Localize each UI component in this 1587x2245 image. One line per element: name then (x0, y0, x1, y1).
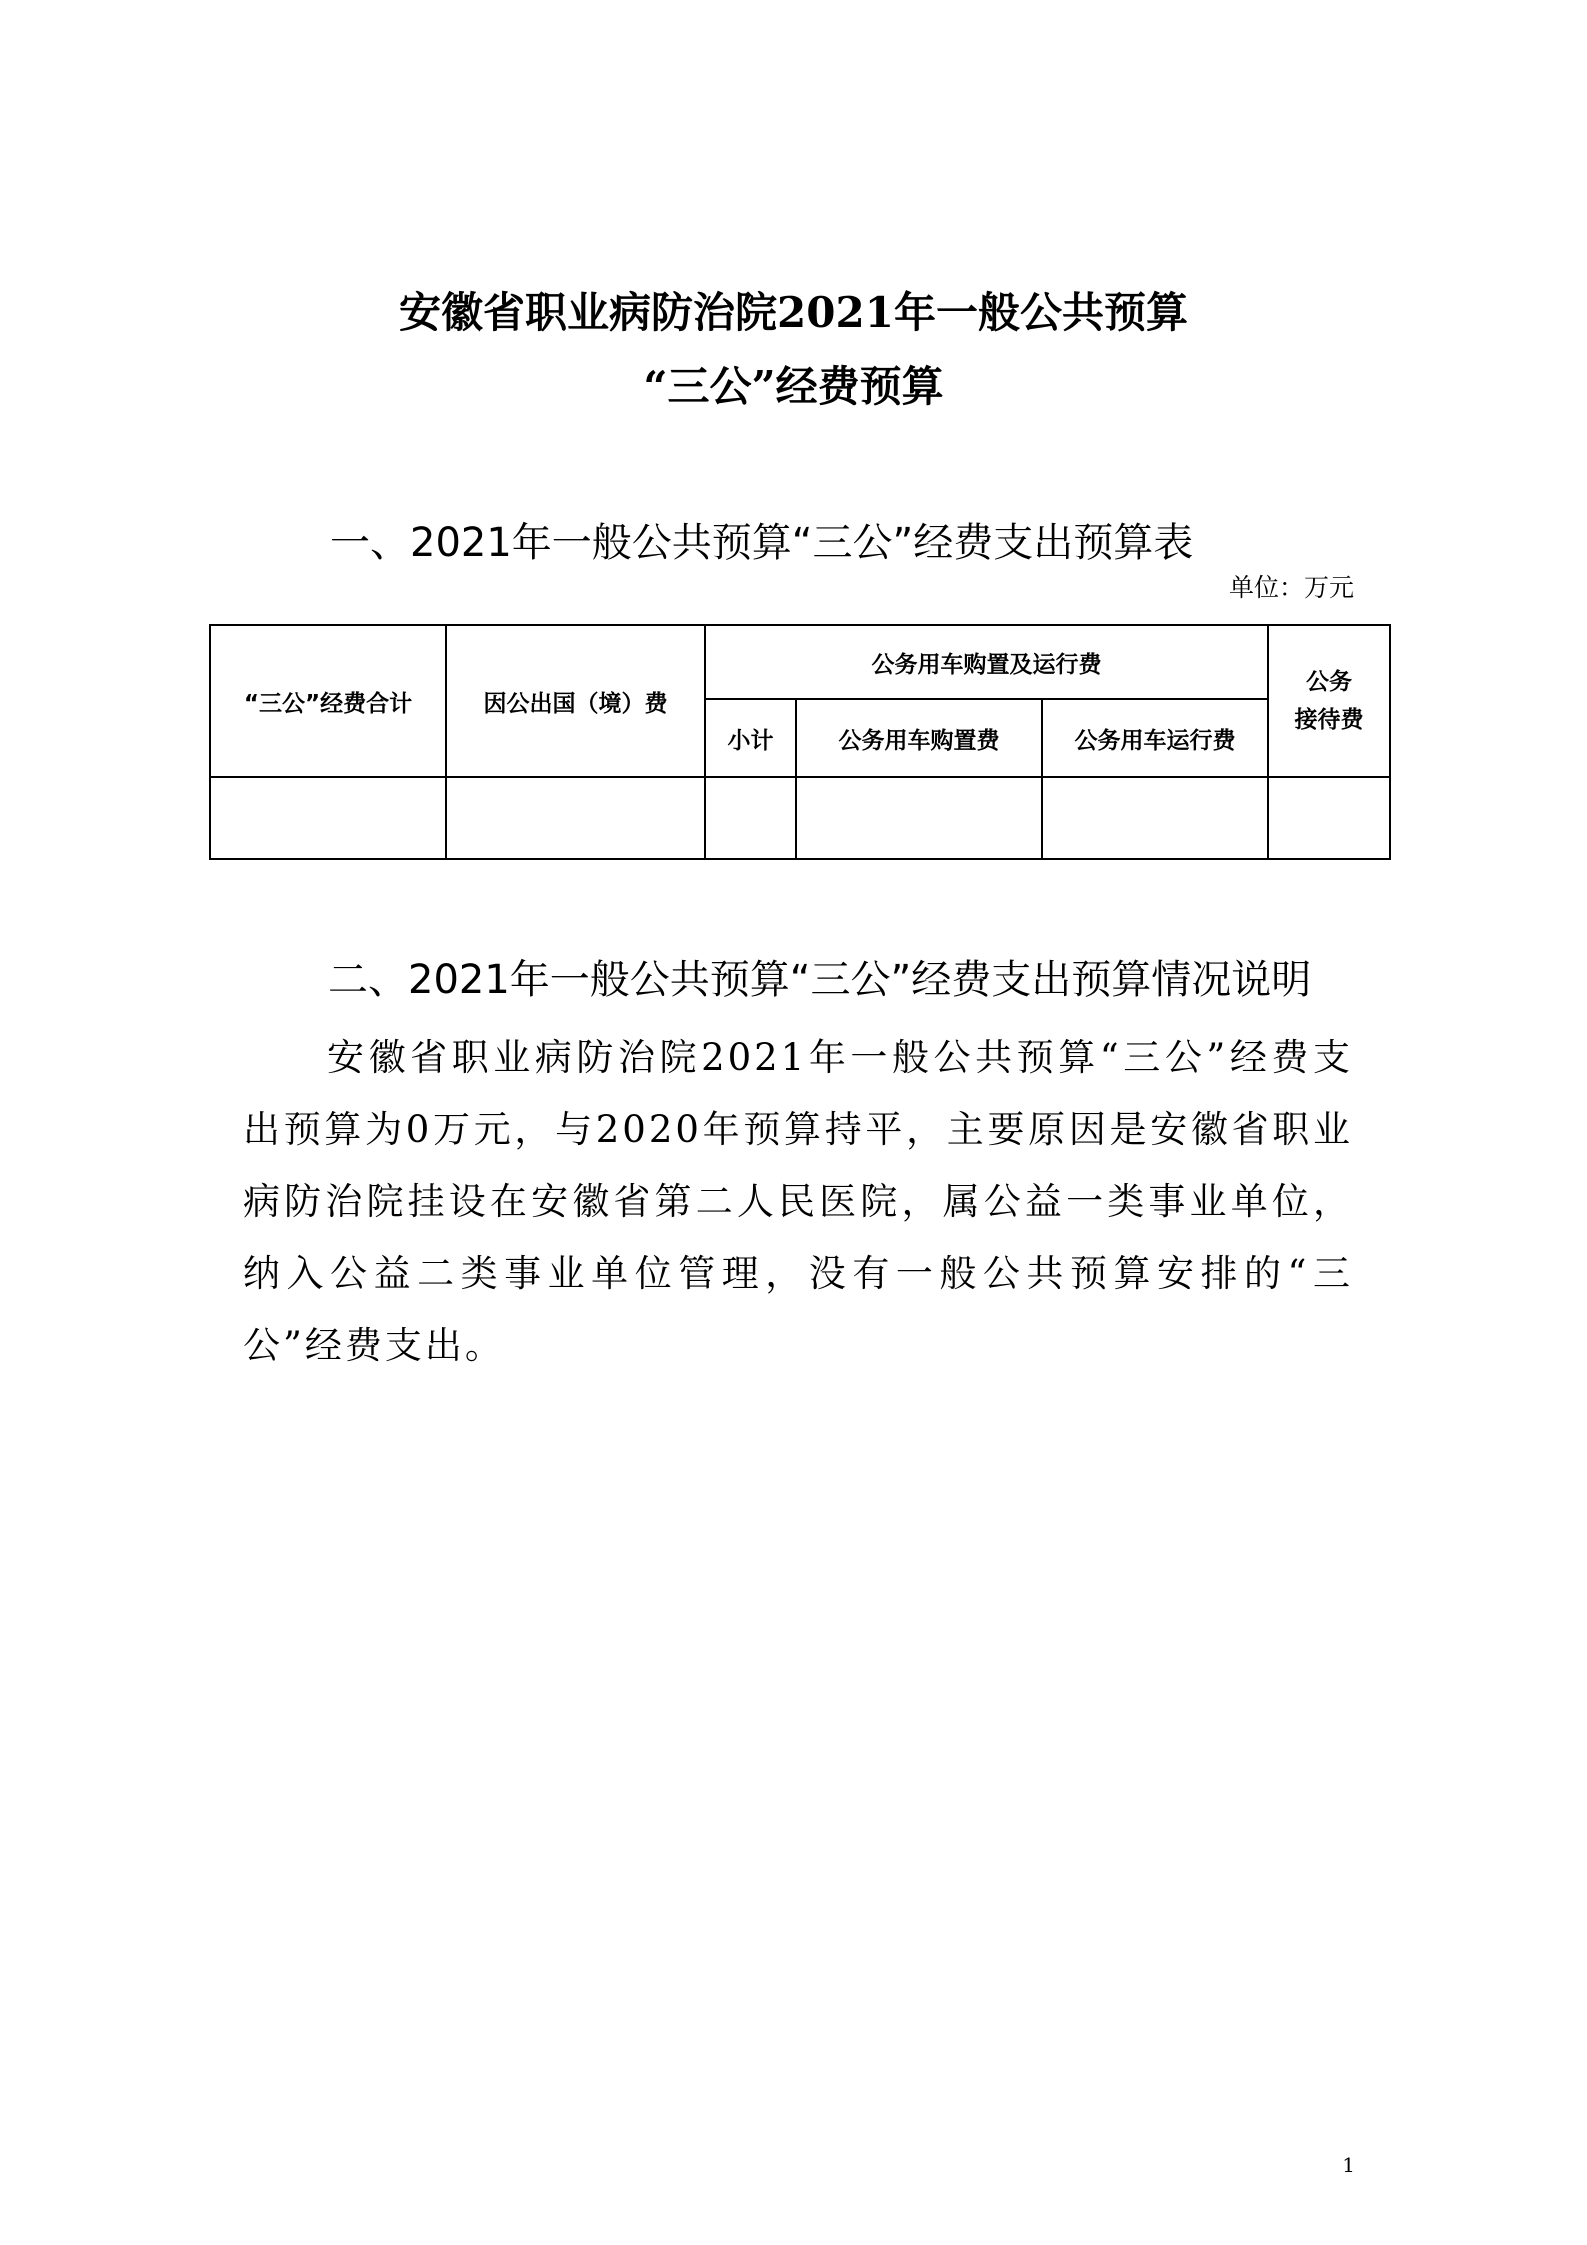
cell-reception (1268, 777, 1390, 859)
header-vehicle-group: 公务用车购置及运行费 (705, 625, 1268, 699)
header-total: “三公”经费合计 (210, 625, 446, 777)
cell-vehicle-purchase (796, 777, 1042, 859)
cell-total (210, 777, 446, 859)
document-title-line-2: “三公”经费预算 (643, 362, 944, 411)
section-1-heading: 一、2021年一般公共预算“三公”经费支出预算表 (330, 520, 1194, 566)
explanation-paragraph: 安徽省职业病防治院2021年一般公共预算“三公”经费支出预算为0万元，与2020年预算持平，主要原因是安徽省职业病防治院挂设在安徽省第二人民医院，属公益一类事业单位，纳入公益二类事业单位管理，没有一般公共预算安排的“三公”经费支出。 (243, 1036, 1353, 1367)
header-vehicle-purchase: 公务用车购置费 (796, 699, 1042, 777)
header-reception (1268, 625, 1390, 777)
cell-vehicle-subtotal (705, 777, 796, 859)
unit-label: 单位：万元 (1228, 573, 1354, 602)
section-2-heading: 二、2021年一般公共预算“三公”经费支出预算情况说明 (328, 957, 1312, 1003)
header-reception-line-1: 公务 (1306, 669, 1353, 695)
header-reception-line-2: 接待费 (1294, 707, 1364, 733)
table-row (210, 777, 1390, 859)
header-vehicle-subtotal: 小计 (705, 699, 796, 777)
table-header-row (210, 625, 1390, 699)
header-abroad: 因公出国（境）费 (446, 625, 705, 777)
page-number: 1 (1342, 2153, 1355, 2177)
cell-abroad (446, 777, 705, 859)
budget-table (209, 624, 1391, 860)
cell-vehicle-operation (1042, 777, 1268, 859)
header-vehicle-operation: 公务用车运行费 (1042, 699, 1268, 777)
document-title-line-1: 安徽省职业病防治院2021年一般公共预算 (399, 288, 1188, 337)
